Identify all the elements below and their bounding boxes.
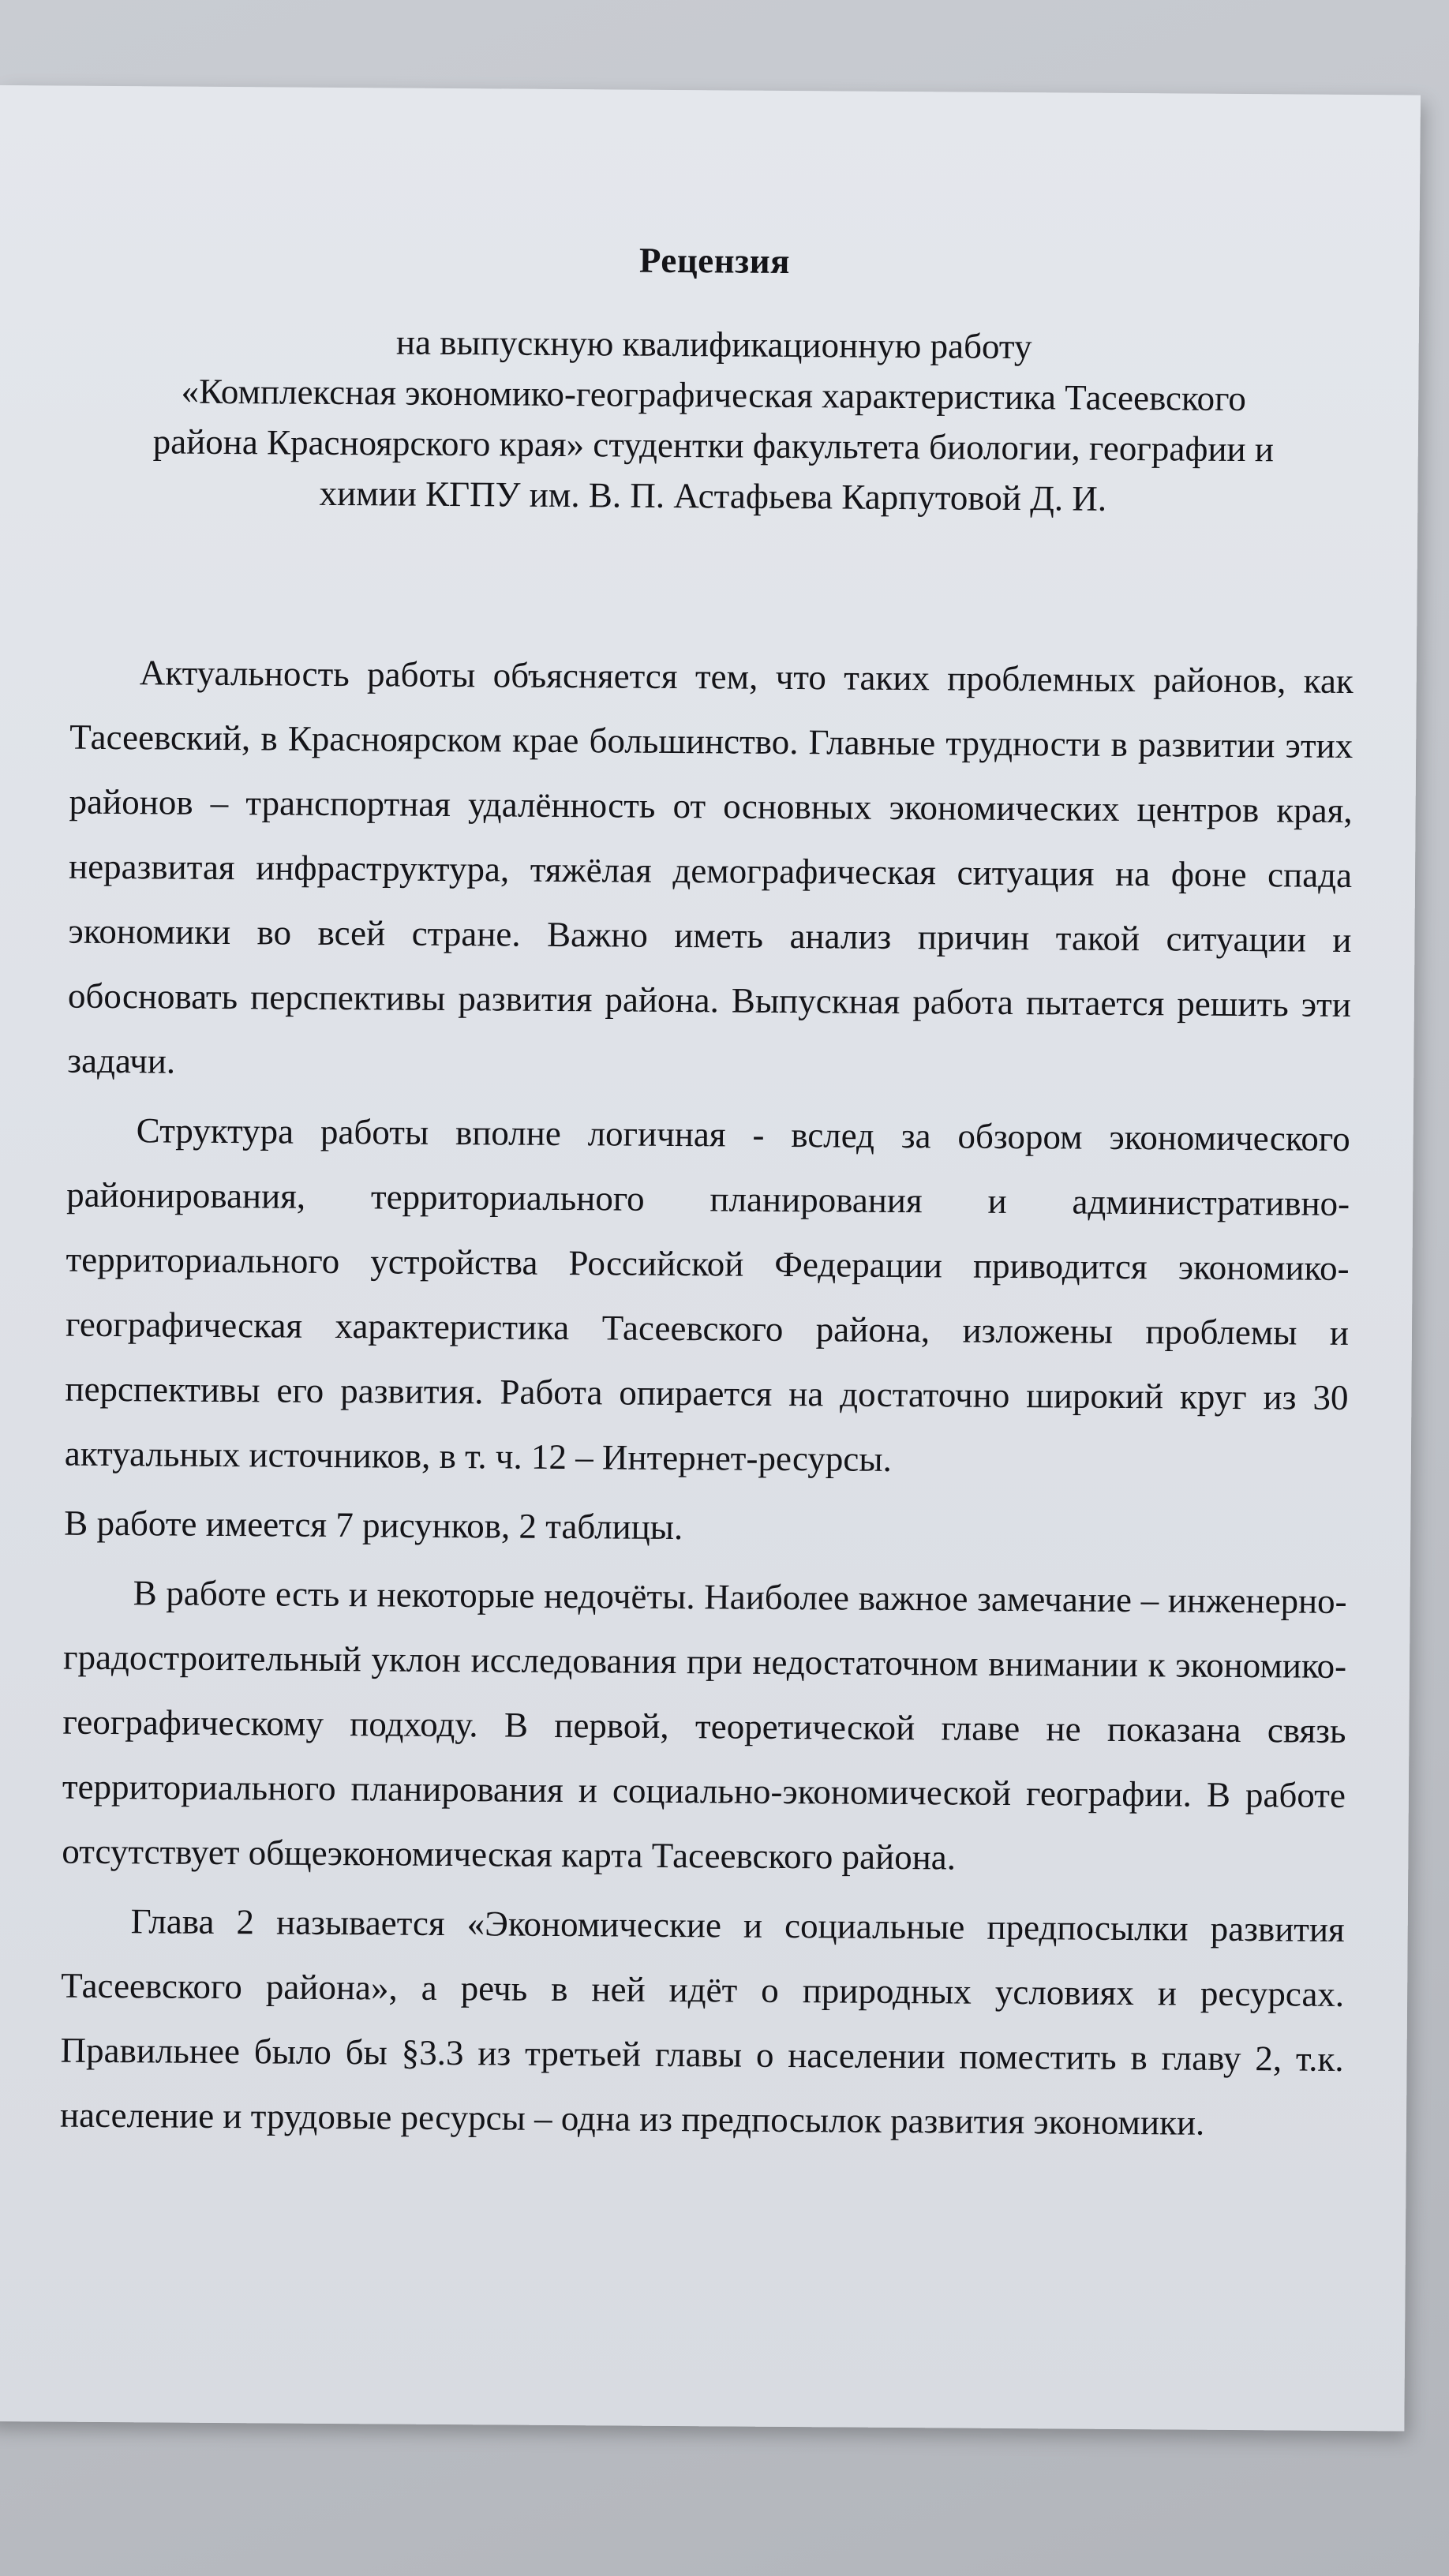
paragraph-chapter-two: Глава 2 называется «Экономические и социальные предпосылки развития Тасеевского района», а речь в ней идёт о природных условиях и ресурсах. Правильнее было бы §3.3 из третьей главы о населении поместить в главу 2, т.к. население и трудовые ресурсы – одна из предпосылок развития экономики. xyxy=(59,1901,1345,2143)
paragraph-shortcomings: В работе есть и некоторые недочёты. Наиболее важное замечание – инженерно-градостроительный уклон исследования при недостаточном внимании к экономико-географическому подходу. В первой, теоретической главе не показана связь территориального планирования и социально-экономической географии. В работе отсутствует общеэкономическая карта Тасеевского района. xyxy=(62,1573,1347,1878)
document-title: Рецензия xyxy=(638,240,791,281)
subtitle-line: химии КГПУ им. В. П. Астафьева Карпутовой Д. И. xyxy=(319,473,1107,519)
paragraph-relevance: Актуальность работы объясняется тем, что таких проблемных районов, как Тасеевский, в Красноярском крае большинство. Главные трудности в развитии этих районов – транспортная удалённость от основных экономических центров края, неразвитая инфраструктура, тяжёлая демографическая ситуация на фоне спада экономики во всей стране. Важно иметь анализ причин такой ситуации и обосновать перспективы развития района. Выпускная работа пытается решить эти задачи. xyxy=(67,653,1354,1081)
subtitle-line: района Красноярского края» студентки факультета биологии, географии и xyxy=(152,421,1275,470)
subtitle-line: «Комплексная экономико-географическая характеристика Тасеевского xyxy=(181,371,1247,419)
paragraph-figures: В работе имеется 7 рисунков, 2 таблицы. xyxy=(64,1503,683,1548)
paragraph-structure: Структура работы вполне логичная - вслед за обзором экономического районирования, территориального планирования и административно-территориального устройства Российской Федерации приводится экономико-географическая характеристика Тасеевского района, изложены проблемы и перспективы его развития. Работа опирается на достаточно широкий круг из 30 актуальных источников, в т. ч. 12 – Интернет-ресурсы. xyxy=(64,1110,1350,1479)
paper-sheet xyxy=(0,85,1421,2431)
review-document xyxy=(60,236,1357,2161)
subtitle-line: на выпускную квалификационную работу xyxy=(395,322,1032,367)
document-subtitle xyxy=(71,315,1356,526)
